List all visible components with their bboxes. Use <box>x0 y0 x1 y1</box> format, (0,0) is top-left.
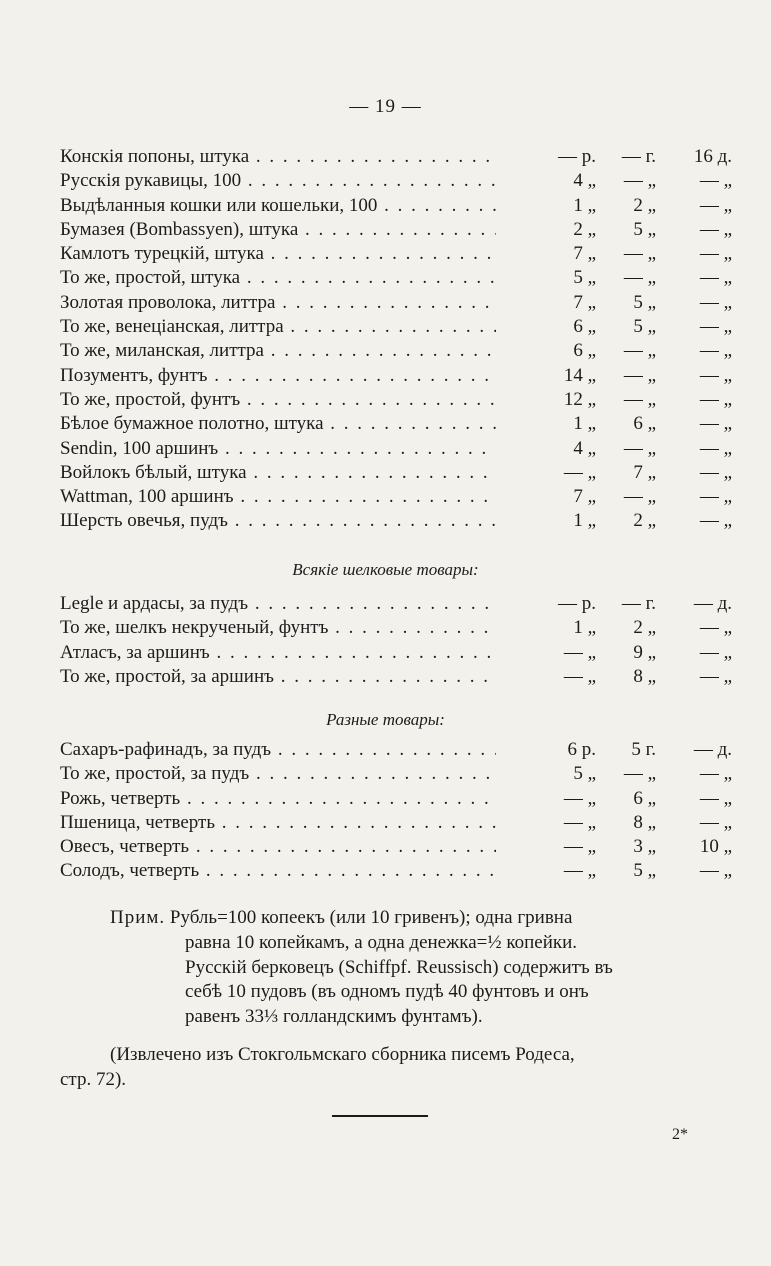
price-rubles: 7 „ <box>496 291 596 315</box>
price-dengas: — „ <box>699 763 732 785</box>
price-rubles: — р. <box>496 145 596 169</box>
price-grivnas: — „ <box>623 267 656 289</box>
price-grivnas: — г. <box>621 146 656 167</box>
section-heading-various: Разные товары: <box>326 710 445 729</box>
price-dengas: — „ <box>699 461 732 483</box>
table-row <box>60 592 732 616</box>
price-rubles: 2 „ <box>496 218 596 242</box>
table-row <box>60 364 732 388</box>
price-grivnas: — „ <box>623 170 656 192</box>
price-dengas: 16 д. <box>693 146 732 167</box>
price-rubles: — „ <box>496 859 596 883</box>
footnote-line: равна 10 копейкамъ, а одна денежка=½ копейки. <box>185 931 578 953</box>
price-rubles: — „ <box>496 461 596 485</box>
price-grivnas: 2 „ <box>633 510 656 532</box>
section-heading-silk: Всякіе шелковые товары: <box>292 560 479 579</box>
item-name: Сахаръ-рафинадъ, за пудъ . . . <box>60 738 520 762</box>
section-divider <box>332 1115 428 1117</box>
item-name: То же, простой, за пудъ . . . <box>60 762 520 786</box>
table-row <box>60 461 732 485</box>
price-dengas: — „ <box>699 617 732 639</box>
table-row <box>60 388 732 412</box>
price-rubles: 4 „ <box>496 169 596 193</box>
table-row <box>60 339 732 363</box>
price-grivnas: — „ <box>623 437 656 459</box>
item-name: Камлотъ турецкій, штука . . . <box>60 242 520 266</box>
item-name: Выдѣланныя кошки или кошельки, 100 . . . <box>60 194 520 218</box>
item-name: Овесъ, четверть . . . <box>60 835 520 859</box>
price-rubles: — „ <box>496 641 596 665</box>
item-name: То же, простой, штука . . . <box>60 266 520 290</box>
price-dengas: — „ <box>699 243 732 265</box>
price-dengas: — „ <box>699 860 732 882</box>
price-grivnas: — „ <box>623 340 656 362</box>
item-name: То же, венеціанская, литтра . . . <box>60 315 520 339</box>
price-list-various <box>60 738 732 884</box>
item-name: Золотая проволока, литтра . . . <box>60 291 520 315</box>
source-line: стр. 72). <box>60 1068 127 1090</box>
source-note <box>60 1043 700 1093</box>
price-grivnas: — „ <box>623 388 656 410</box>
page-number: — 19 — <box>349 96 422 117</box>
item-name: Войлокъ бѣлый, штука . . . <box>60 461 520 485</box>
table-row <box>60 616 732 640</box>
item-name: Солодъ, четверть . . . <box>60 859 520 883</box>
item-name: То же, миланская, литтра . . . <box>60 339 520 363</box>
price-dengas: — „ <box>699 218 732 240</box>
price-dengas: 10 „ <box>699 836 732 858</box>
item-name: Русскія рукавицы, 100 . . . <box>60 169 520 193</box>
item-name: Шерсть овечья, пудъ . . . <box>60 509 520 533</box>
table-row <box>60 218 732 242</box>
price-dengas: — „ <box>699 291 732 313</box>
price-dengas: — „ <box>699 486 732 508</box>
table-row <box>60 641 732 665</box>
price-grivnas: 6 „ <box>633 413 656 435</box>
price-rubles: — „ <box>496 811 596 835</box>
table-row <box>60 738 732 762</box>
price-rubles: — р. <box>496 592 596 616</box>
price-dengas: — „ <box>699 641 732 663</box>
price-dengas: — „ <box>699 388 732 410</box>
price-dengas: — „ <box>699 194 732 216</box>
table-row <box>60 412 732 436</box>
price-rubles: 6 р. <box>496 738 596 762</box>
item-name: Wattman, 100 аршинъ . . . <box>60 485 520 509</box>
price-dengas: — „ <box>699 170 732 192</box>
price-dengas: — „ <box>699 267 732 289</box>
price-dengas: — „ <box>699 316 732 338</box>
item-name: То же, простой, за аршинъ . . . <box>60 665 520 689</box>
price-dengas: — „ <box>699 510 732 532</box>
table-row <box>60 315 732 339</box>
price-grivnas: 6 „ <box>633 787 656 809</box>
price-rubles: 6 „ <box>496 339 596 363</box>
table-row <box>60 291 732 315</box>
price-grivnas: 5 г. <box>631 739 656 760</box>
item-name: Рожь, четверть . . . <box>60 787 520 811</box>
price-rubles: 7 „ <box>496 242 596 266</box>
price-dengas: — „ <box>699 437 732 459</box>
price-rubles: 1 „ <box>496 194 596 218</box>
table-row <box>60 266 732 290</box>
item-name: Атласъ, за аршинъ . . . <box>60 641 520 665</box>
price-rubles: 12 „ <box>496 388 596 412</box>
table-row <box>60 509 732 533</box>
price-dengas: — „ <box>699 787 732 809</box>
price-grivnas: — „ <box>623 763 656 785</box>
price-grivnas: 9 „ <box>633 641 656 663</box>
footnote-label: Прим. <box>110 907 166 928</box>
item-name: Конскія попоны, штука . . . <box>60 145 520 169</box>
table-row <box>60 859 732 883</box>
item-name: Legle и ардасы, за пудъ . . . <box>60 592 520 616</box>
item-name: Бѣлое бумажное полотно, штука . . . <box>60 412 520 436</box>
table-row <box>60 194 732 218</box>
item-name: То же, простой, фунтъ . . . <box>60 388 520 412</box>
item-name: Позументъ, фунтъ . . . <box>60 364 520 388</box>
price-grivnas: 5 „ <box>633 316 656 338</box>
price-grivnas: — „ <box>623 364 656 386</box>
price-list-general <box>60 145 732 534</box>
price-grivnas: 7 „ <box>633 461 656 483</box>
price-rubles: 4 „ <box>496 437 596 461</box>
table-row <box>60 437 732 461</box>
price-rubles: 14 „ <box>496 364 596 388</box>
price-dengas: — „ <box>699 364 732 386</box>
price-grivnas: 5 „ <box>633 291 656 313</box>
table-row <box>60 665 732 689</box>
footnote-line <box>60 906 700 931</box>
item-name: Пшеница, четверть . . . <box>60 811 520 835</box>
price-rubles: 5 „ <box>496 762 596 786</box>
table-row <box>60 787 732 811</box>
price-dengas: — „ <box>699 413 732 435</box>
price-rubles: — „ <box>496 665 596 689</box>
item-name: То же, шелкъ некрученый, фунтъ . . . <box>60 616 520 640</box>
price-grivnas: 8 „ <box>633 811 656 833</box>
table-row <box>60 169 732 193</box>
price-dengas: — „ <box>699 340 732 362</box>
item-name: Бумазея (Bombassyen), штука . . . <box>60 218 520 242</box>
price-grivnas: 2 „ <box>633 617 656 639</box>
footnote-text: Рубль=100 копеекъ (или 10 гривенъ); одна гривна <box>169 907 573 928</box>
price-grivnas: 5 „ <box>633 860 656 882</box>
price-rubles: 6 „ <box>496 315 596 339</box>
price-grivnas: — „ <box>623 243 656 265</box>
price-grivnas: 8 „ <box>633 665 656 687</box>
price-rubles: 1 „ <box>496 616 596 640</box>
price-dengas: — „ <box>699 665 732 687</box>
price-dengas: — д. <box>693 593 732 614</box>
price-rubles: 1 „ <box>496 412 596 436</box>
table-row <box>60 835 732 859</box>
footnote-line: себѣ 10 пудовъ (въ одномъ пудѣ 40 фунтовъ и онъ <box>185 981 589 1003</box>
signature-mark: 2* <box>672 1126 688 1143</box>
footnote <box>60 906 700 1030</box>
table-row <box>60 485 732 509</box>
table-row <box>60 762 732 786</box>
table-row <box>60 145 732 169</box>
price-grivnas: — г. <box>621 593 656 614</box>
price-grivnas: 2 „ <box>633 194 656 216</box>
price-grivnas: 5 „ <box>633 218 656 240</box>
price-dengas: — д. <box>693 739 732 760</box>
price-grivnas: — „ <box>623 486 656 508</box>
price-dengas: — „ <box>699 811 732 833</box>
price-rubles: 5 „ <box>496 266 596 290</box>
table-row <box>60 242 732 266</box>
price-rubles: 7 „ <box>496 485 596 509</box>
item-name: Sendin, 100 аршинъ . . . <box>60 437 520 461</box>
price-rubles: — „ <box>496 787 596 811</box>
price-rubles: 1 „ <box>496 509 596 533</box>
price-grivnas: 3 „ <box>633 836 656 858</box>
footnote-line: Русскій берковецъ (Schiffpf. Reussisch) содержитъ въ <box>185 956 613 978</box>
table-row <box>60 811 732 835</box>
price-rubles: — „ <box>496 835 596 859</box>
source-line: (Извлечено изъ Стокгольмскаго сборника писемъ Родеса, <box>110 1044 575 1065</box>
price-list-silk <box>60 592 732 689</box>
footnote-line: равенъ 33⅓ голландскимъ фунтамъ). <box>185 1006 483 1028</box>
